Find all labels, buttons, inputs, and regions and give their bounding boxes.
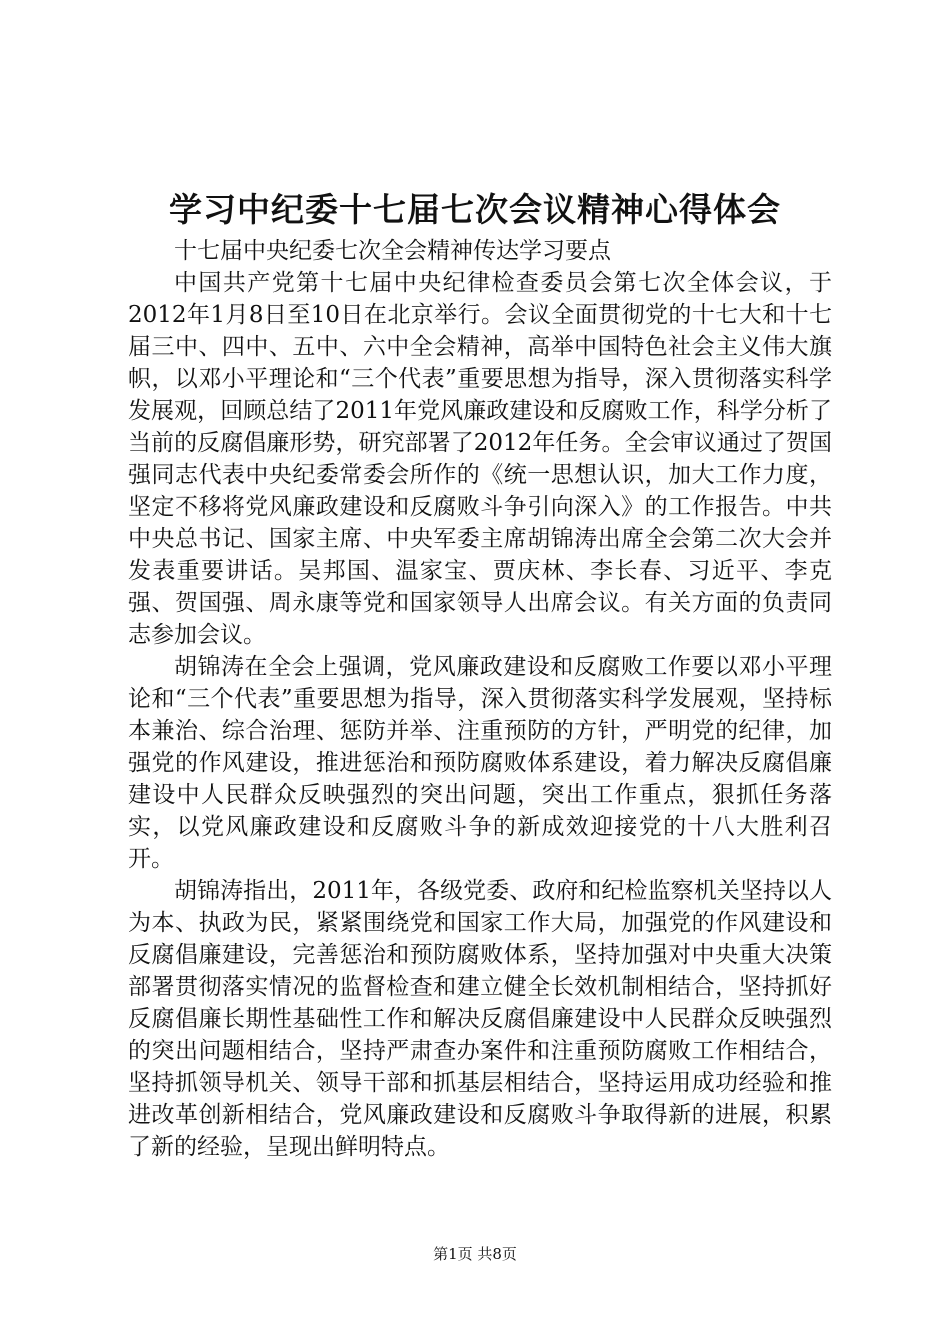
paragraph: 胡锦涛在全会上强调，党风廉政建设和反腐败工作要以邓小平理论和“三个代表”重要思想为指导，深入贯彻落实科学发展观，坚持标本兼治、综合治理、惩防并举、注重预防的方针，严明党的纪律，加强党的作风建设，推进惩治和预防腐败体系建设，着力解决反腐倡廉建设中人民群众反映强烈的突出问题，突出工作重点，狠抓任务落实，以党风廉政建设和反腐败斗争的新成效迎接党的十八大胜利召开。 bbox=[128, 654, 832, 872]
paragraph: 中国共产党第十七届中央纪律检查委员会第七次全体会议，于2012年1月8日至10日在北京举行。会议全面贯彻党的十七大和十七届三中、四中、五中、六中全会精神，高举中国特色社会主义伟大旗帜，以邓小平理论和“三个代表”重要思想为指导，深入贯彻落实科学发展观，回顾总结了2011年党风廉政建设和反腐败工作，科学分析了当前的反腐倡廉形势，研究部署了2012年任务。全会审议通过了贺国强同志代表中央纪委常委会所作的《统一思想认识，加大工作力度，坚定不移将党风廉政建设和反腐败斗争引向深入》的工作报告。中共中央总书记、国家主席、中央军委主席胡锦涛出席全会第二次大会并发表重要讲话。吴邦国、温家宝、贾庆林、李长春、习近平、李克强、贺国强、周永康等党和国家领导人出席会议。有关方面的负责同志参加会议。 bbox=[128, 270, 832, 648]
document-body bbox=[128, 235, 832, 1163]
paragraph-subheading: 十七届中央纪委七次全会精神传达学习要点 bbox=[174, 238, 611, 264]
document-title: 学习中纪委十七届七次会议精神心得体会 bbox=[169, 190, 781, 229]
paragraph: 胡锦涛指出，2011年，各级党委、政府和纪检监察机关坚持以人为本、执政为民，紧紧围绕党和国家工作大局，加强党的作风建设和反腐倡廉建设，完善惩治和预防腐败体系，坚持加强对中央重大决策部署贯彻落实情况的监督检查和建立健全长效机制相结合，坚持抓好反腐倡廉长期性基础性工作和解决反腐倡廉建设中人民群众反映强烈的突出问题相结合，坚持严肃查办案件和注重预防腐败工作相结合，坚持抓领导机关、领导干部和抓基层相结合，坚持运用成功经验和推进改革创新相结合，党风廉政建设和反腐败斗争取得新的进展，积累了新的经验，呈现出鲜明特点。 bbox=[128, 878, 832, 1160]
page-number-footer: 第1页 共8页 bbox=[433, 1245, 517, 1263]
